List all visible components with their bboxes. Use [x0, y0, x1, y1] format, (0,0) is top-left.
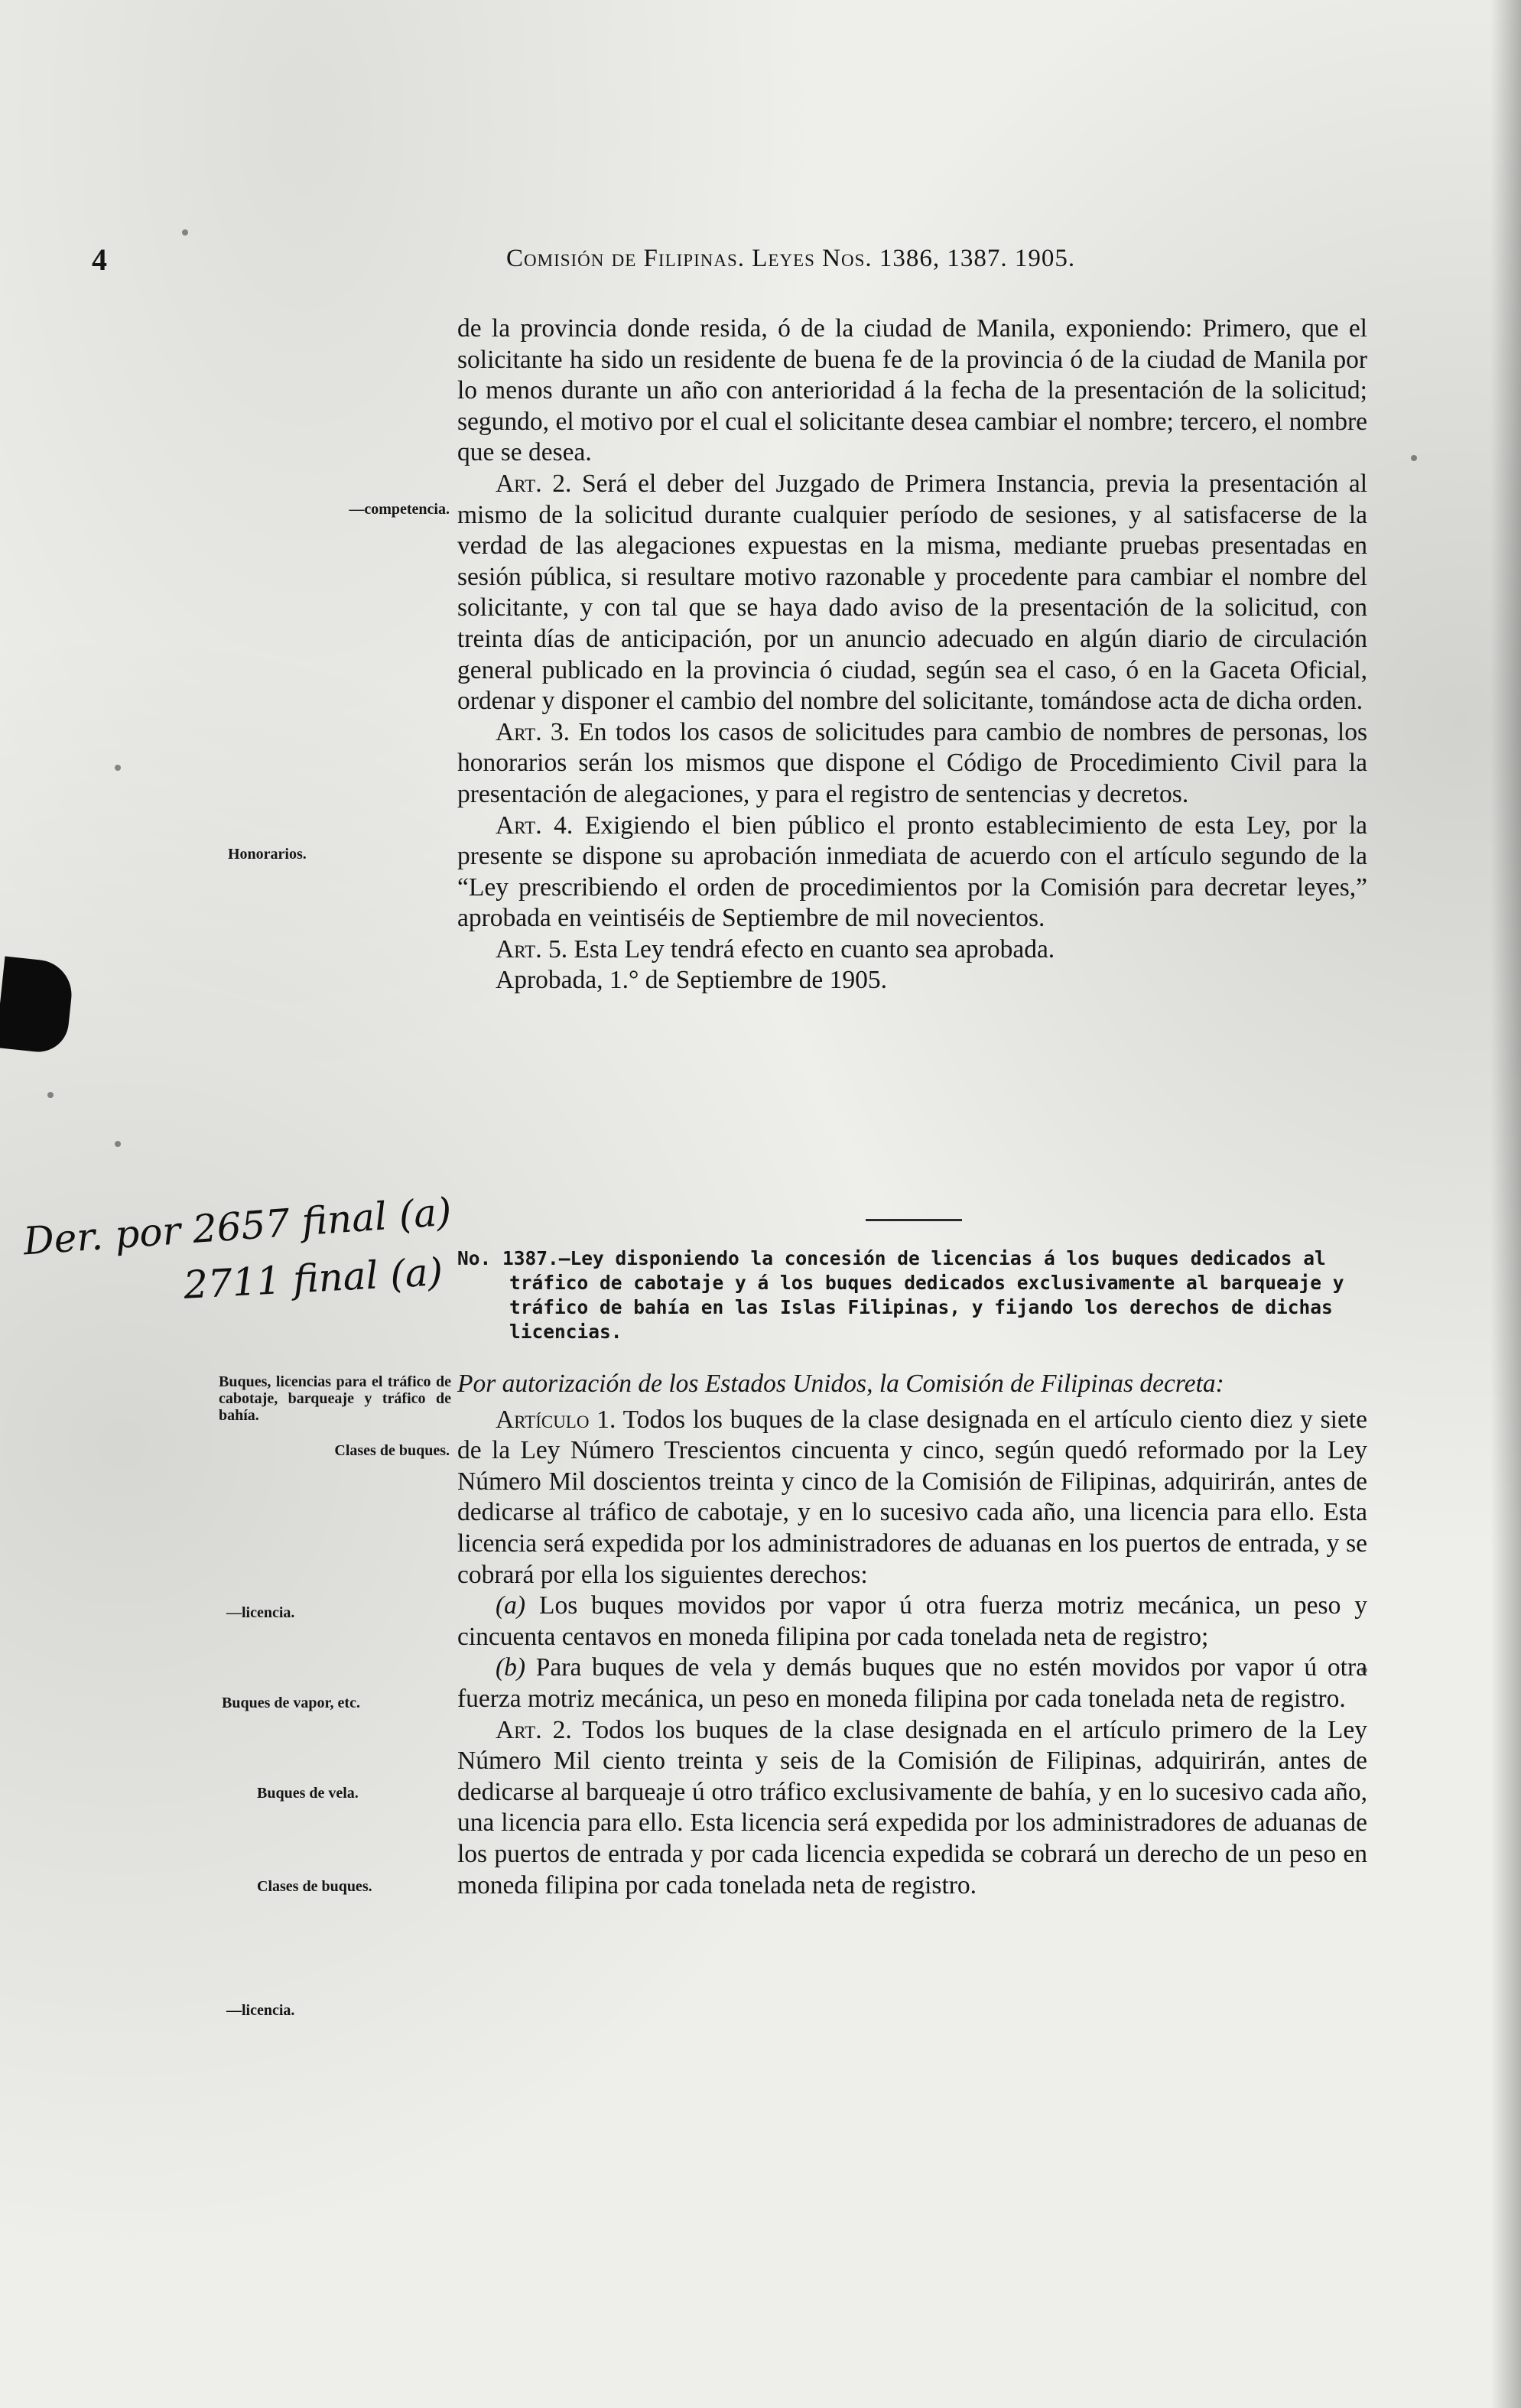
- margin-note-licencia: —licencia.: [226, 2002, 295, 2019]
- article-label: Art. 2.: [496, 469, 572, 498]
- page-edge-shadow: [1490, 0, 1521, 2408]
- article-label: Artículo 1.: [496, 1405, 616, 1434]
- scan-speck: [182, 229, 188, 236]
- scan-speck: [1411, 455, 1417, 461]
- law-1387-text: [457, 1369, 1367, 1901]
- list-item: [457, 1591, 1367, 1652]
- article: [457, 717, 1367, 811]
- list-item: [457, 1652, 1367, 1714]
- article: [457, 811, 1367, 934]
- margin-note-licencia: —licencia.: [226, 1604, 295, 1621]
- article-label: Art. 4.: [496, 811, 574, 840]
- act-number: No. 1387.: [457, 1247, 559, 1269]
- item-label: (b): [496, 1653, 526, 1682]
- item-label: (a): [496, 1591, 526, 1620]
- scan-speck: [115, 765, 121, 771]
- page-header: [0, 242, 1521, 280]
- margin-note-honorarios: Honorarios.: [228, 846, 307, 863]
- scan-speck: [115, 1141, 121, 1147]
- article: [457, 1715, 1367, 1902]
- article-text: En todos los casos de solicitudes para cambio de nombres de personas, los honorarios serán los mismos que dispone el Código de Procedimiento Civil para la presentación de alegaciones, y para el registro de sentencias y decretos.: [457, 717, 1367, 808]
- article-text: Exigiendo el bien público el pronto establecimiento de esta Ley, por la presente se dispone su aprobación inmediata de acuerdo con el artículo segundo de la “Ley prescribiendo el orden de procedimientos por la Comisión para decretar leyes,” aprobada en veintiséis de Septiembre de mil novecientos.: [457, 811, 1368, 933]
- margin-note-clases-de-buques: Clases de buques.: [334, 1442, 450, 1459]
- approval-line: Aprobada, 1.° de Septiembre de 1905.: [496, 966, 888, 995]
- page-number: 4: [92, 242, 107, 277]
- binding-mark: [0, 957, 75, 1055]
- article-label: Art. 5.: [496, 934, 568, 964]
- paragraph: de la provincia donde resida, ó de la ciudad de Manila, exponiendo: Primero, que el solicitante ha sido un residente de buena fe de la provincia ó de la ciudad de Manila por lo menos durante un año con anterioridad á la fecha de la presentación de la solicitud; segundo, el motivo por el cual el solicitante desea cambiar el nombre; tercero, el nombre que se desea.: [457, 314, 1367, 467]
- article-text: Todos los buques de la clase designada en el artículo ciento diez y siete de la Ley Número Trescientos cincuenta y cinco, según quedó reformado por la Ley Número Mil doscientos treinta y cinco de la Comisión de Filipinas, adquirirán, antes de dedicarse al tráfico de cabotaje, y en lo sucesivo cada año, una licencia para ello. Esta licencia será expedida por los administradores de aduanas en los puertos de entrada, y se cobrará por ella los siguientes derechos:: [457, 1405, 1367, 1589]
- article-text: Todos los buques de la clase designada en el artículo primero de la Ley Número Mil ciento treinta y seis de la Comisión de Filipinas, adquirirán, antes de dedicarse al barqueaje ú otro tráfico exclusivamente de bahía, y en lo sucesivo cada año, una licencia para ello. Esta licencia será expedida por los administradores de aduanas de los puertos de entrada y por cada licencia expedida se cobrará un derecho de un peso en moneda filipina por cada tonelada neta de registro.: [457, 1715, 1367, 1899]
- law-1386-text: [457, 314, 1367, 996]
- margin-note-buques-de-vela: Buques de vela.: [257, 1785, 359, 1802]
- scan-speck: [47, 1092, 54, 1098]
- article-text: Será el deber del Juzgado de Primera Instancia, previa la presentación al mismo de la solicitud durante cualquier período de sesiones, y al satisfacerse de la verdad de las alegaciones expuestas en la misma, mediante pruebas presentadas en sesión pública, si resultare motivo razonable y procedente para cambiar el nombre del solicitante, y con tal que se haya dado aviso de la presentación de la solicitud, con treinta días de anticipación, por un anuncio adecuado en algún diario de circulación general publicado en la provincia ó ciudad, según sea el caso, ó en la Gaceta Oficial, ordenar y disponer el cambio del nombre del solicitante, tomándose acta de dicha orden.: [457, 469, 1368, 716]
- margin-note-clases-de-buques: Clases de buques.: [257, 1878, 372, 1895]
- item-text: Para buques de vela y demás buques que no estén movidos por vapor ú otra fuerza motriz mecánica, un peso en moneda filipina por cada tonelada neta de registro.: [457, 1653, 1367, 1713]
- article-label: Art. 3.: [496, 717, 570, 746]
- enacting-clause: Por autorización de los Estados Unidos, la Comisión de Filipinas decreta:: [457, 1370, 1224, 1398]
- section-divider: [866, 1219, 962, 1221]
- margin-note-buques-de-vapor: Buques de vapor, etc.: [222, 1695, 360, 1711]
- article: [457, 469, 1367, 717]
- article-text: Esta Ley tendrá efecto en cuanto sea aprobada.: [574, 934, 1055, 964]
- act-title: [457, 1246, 1367, 1344]
- handwritten-line: 2711 final (a): [182, 1249, 444, 1308]
- handwritten-annotation: [21, 1189, 466, 1308]
- running-head: Comisión de Filipinas. Leyes Nos. 1386, 1387. 1905.: [506, 245, 1076, 272]
- article: [457, 1405, 1367, 1591]
- item-text: Los buques movidos por vapor ú otra fuerza motriz mecánica, un peso y cincuenta centavos en moneda filipina por cada tonelada neta de registro;: [457, 1591, 1368, 1651]
- handwritten-line: Der. por 2657 final (a): [21, 1189, 453, 1264]
- article-label: Art. 2.: [496, 1715, 572, 1744]
- act-title-text: —Ley disponiendo la concesión de licencias á los buques dedicados al tráfico de cabotaje y á los buques dedicados exclusivamente al barqueaje y tráfico de bahía en las Islas Filipinas, y fijando los derechos de dichas licencias.: [509, 1247, 1344, 1343]
- law-1387-heading: [457, 1246, 1367, 1344]
- margin-note-competencia: —competencia.: [349, 501, 450, 518]
- margin-note-buques-licencias: Buques, licencias para el tráfico de cabotaje, barqueaje y tráfico de bahía.: [219, 1373, 451, 1424]
- article: [457, 934, 1367, 966]
